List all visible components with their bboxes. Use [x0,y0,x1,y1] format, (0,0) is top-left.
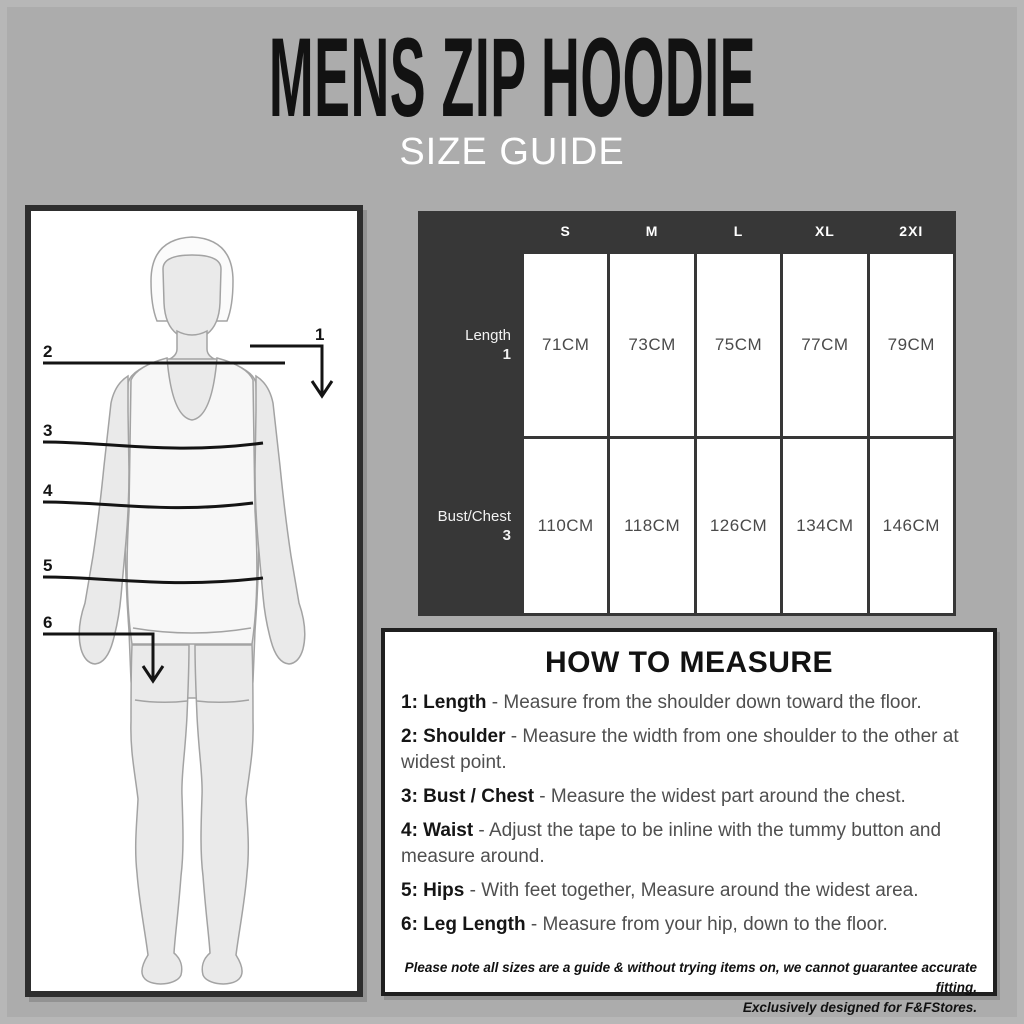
size-col-header-m: M [610,211,693,251]
measure-item-4 [401,818,977,870]
size-row-header-bust [418,439,521,613]
table-cell-bust-s: 110CM [524,439,607,613]
measure-item-4-label: 4: Waist [401,820,474,841]
size-table-corner [418,211,521,251]
table-cell-bust-l: 126CM [697,439,780,613]
how-to-measure-box [381,628,997,1015]
measure-item-1 [401,690,977,716]
measure-item-2-label: 2: Shoulder [401,726,506,747]
measure-item-2 [401,724,977,776]
disclaimer-line-1: Please note all sizes are a guide & without trying items on, we cannot guarantee accurate fitting. [404,960,977,995]
measure-label-5: 5 [43,556,53,575]
disclaimer-note [401,958,977,1018]
table-cell-bust-2xl: 146CM [870,439,953,613]
figure-right-leg [195,645,253,984]
measure-item-3-label: 3: Bust / Chest [401,786,535,807]
figure-left-leg [131,645,189,984]
page-subtitle: SIZE GUIDE [399,131,625,173]
measure-label-3: 3 [43,421,53,440]
table-cell-length-xl: 77CM [783,254,866,436]
figure-left-arm [79,376,129,664]
measure-item-4-text: - Adjust the tape to be inline with the tummy button and measure around. [401,820,942,867]
page-title [0,15,1024,140]
how-to-measure-title: HOW TO MEASURE [544,646,834,679]
size-col-header-xl: XL [783,211,866,251]
measure-label-2: 2 [43,342,53,361]
measure-item-5-text: - With feet together, Measure around the widest area. [464,880,919,901]
body-figure-svg [31,211,357,991]
row-number-bust: 3 [502,527,511,544]
measure-item-6-text: - Measure from your hip, down to the floor. [525,914,888,935]
measure-item-6 [401,912,977,938]
table-cell-length-2xl: 79CM [870,254,953,436]
measure-label-6: 6 [43,613,53,632]
measure-item-2-text: - Measure the width from one shoulder to the other at widest point. [401,726,959,773]
measure-item-3 [401,784,977,810]
figure-right-arm [255,376,305,664]
size-col-header-l: L [697,211,780,251]
size-col-header-s: S [524,211,607,251]
body-measurement-diagram [25,205,363,997]
figure-face [163,255,221,338]
male-body-silhouette [79,237,305,984]
size-col-header-2xl: 2XI [870,211,953,251]
table-cell-length-m: 73CM [610,254,693,436]
table-cell-bust-m: 118CM [610,439,693,613]
measure-label-4: 4 [43,481,53,500]
figure-neck [165,331,219,361]
measure-item-5-label: 5: Hips [401,880,465,901]
measure-item-1-text: - Measure from the shoulder down toward the floor. [486,692,922,713]
measure-item-3-text: - Measure the widest part around the chest. [534,786,906,807]
size-row-header-length [418,254,521,436]
table-cell-length-s: 71CM [524,254,607,436]
size-table [418,211,956,616]
row-label-length: Length [465,326,511,344]
row-label-bust: Bust/Chest [437,507,511,525]
measure-item-6-label: 6: Leg Length [401,914,526,935]
measure-item-5 [401,878,977,904]
row-number-length: 1 [502,346,511,363]
page-title-text: MENS ZIP HOODIE [268,15,756,140]
table-cell-length-l: 75CM [697,254,780,436]
measure-item-1-label: 1: Length [401,692,487,713]
table-cell-bust-xl: 134CM [783,439,866,613]
disclaimer-line-2: Exclusively designed for F&FStores. [742,1000,977,1015]
measure-label-1: 1 [315,325,325,344]
